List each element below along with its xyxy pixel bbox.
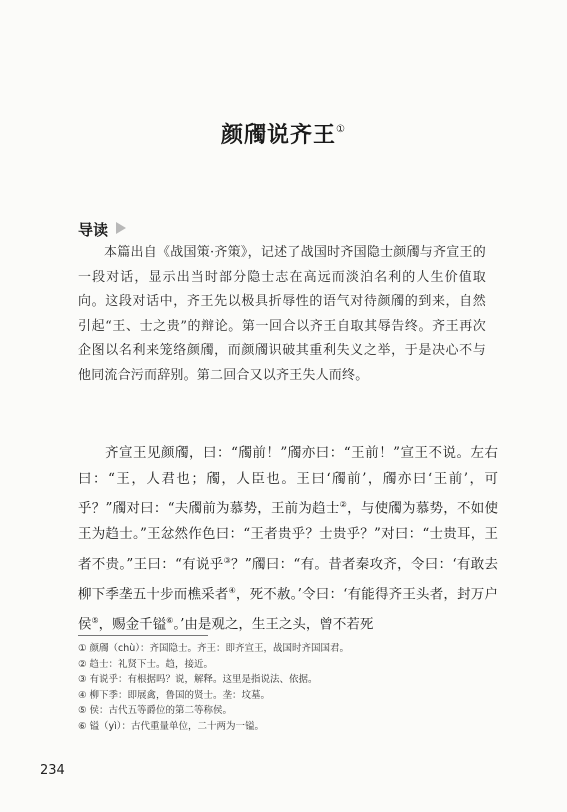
- footnote-item: ④ 柳下季：即展禽，鲁国的贤士。垄：坟墓。: [78, 689, 271, 701]
- guide-text: 本篇出自《战国策·齐策》，记述了战国时齐国隐士颜斶与齐宣王的一段对话，显示出当时部分隐士志在高远而淡泊名利的人生价值取向。这段对话中，齐王先以极具折辱性的语气对待颜斶的到来，自然引起“王、士之贵”的辩论。第一回合以齐王自取其辱告终。齐王再次企图以名利来笼络颜斶，而颜斶识破其重利失义之举，于是决心不与他同流合污而辞别。第二回合又以齐王失人而终。: [78, 245, 486, 383]
- triangle-arrow-icon: [116, 222, 126, 234]
- main-text-part-6: 。’由是观之，生王之头，曾不若死: [173, 616, 374, 632]
- footnote-marker-6: ⑥: [166, 615, 174, 625]
- footnote-marker-2: ②: [339, 500, 348, 509]
- footnotes: [78, 641, 498, 734]
- footnote-marker-4: ④: [228, 585, 236, 595]
- main-text-part-5: ，赐金千镒: [98, 616, 167, 632]
- footnote-item: ② 趋士：礼贤下士。趋，接近。: [78, 658, 214, 670]
- title-footnote-marker: ①: [336, 123, 346, 135]
- guide-paragraph: [78, 241, 486, 388]
- main-text-part-1: 齐宣王见颜斶，曰：“斶前！”斶亦曰：“王前！”宣王不说。左右曰：“王，人君也；斶，人臣也。王曰‘斶前’，斶亦曰‘王前’，可乎？”斶对曰：“夫斶前为慕势，王前为趋士: [78, 445, 498, 517]
- main-text-part-3: ？”斶曰：“有。昔者秦攻齐，令曰：‘有敢去柳下季垄五十步而樵采者: [78, 556, 498, 602]
- footnote-item: ⑥ 镒（yì）：古代重量单位，二十两为一镒。: [78, 720, 265, 732]
- footnote-item: ① 颜斶（chù）：齐国隐士。齐王：即齐宣王，战国时齐国国君。: [78, 643, 350, 654]
- main-paragraph: [78, 441, 498, 638]
- page-number: 234: [40, 763, 65, 778]
- footnote-marker-5: ⑤: [91, 615, 99, 625]
- main-text: [78, 441, 498, 638]
- guide-heading: [78, 219, 126, 240]
- page-title: [0, 118, 567, 149]
- title-text: 颜斶说齐王: [221, 122, 337, 148]
- footnote-marker-3: ③: [223, 555, 232, 565]
- guide-heading-text: 导读: [78, 221, 109, 239]
- main-text-part-2: ，与使斶为慕势，不如使王为趋士。”王忿然作色曰：“王者贵乎？士贵乎？”对曰：“士贵耳，王者不贵。”王曰：“有说乎: [78, 500, 499, 572]
- footnote-divider: [78, 635, 208, 636]
- footnote-item: ③ 有说乎：有根据吗？说，解释。这里是指说法、依据。: [78, 674, 318, 685]
- main-text-part-4: ，死不赦。’令曰：‘有能得齐王头者，封万户侯: [78, 586, 498, 632]
- footnote-item: ⑤ 侯：古代五等爵位的第二等称侯。: [78, 705, 233, 716]
